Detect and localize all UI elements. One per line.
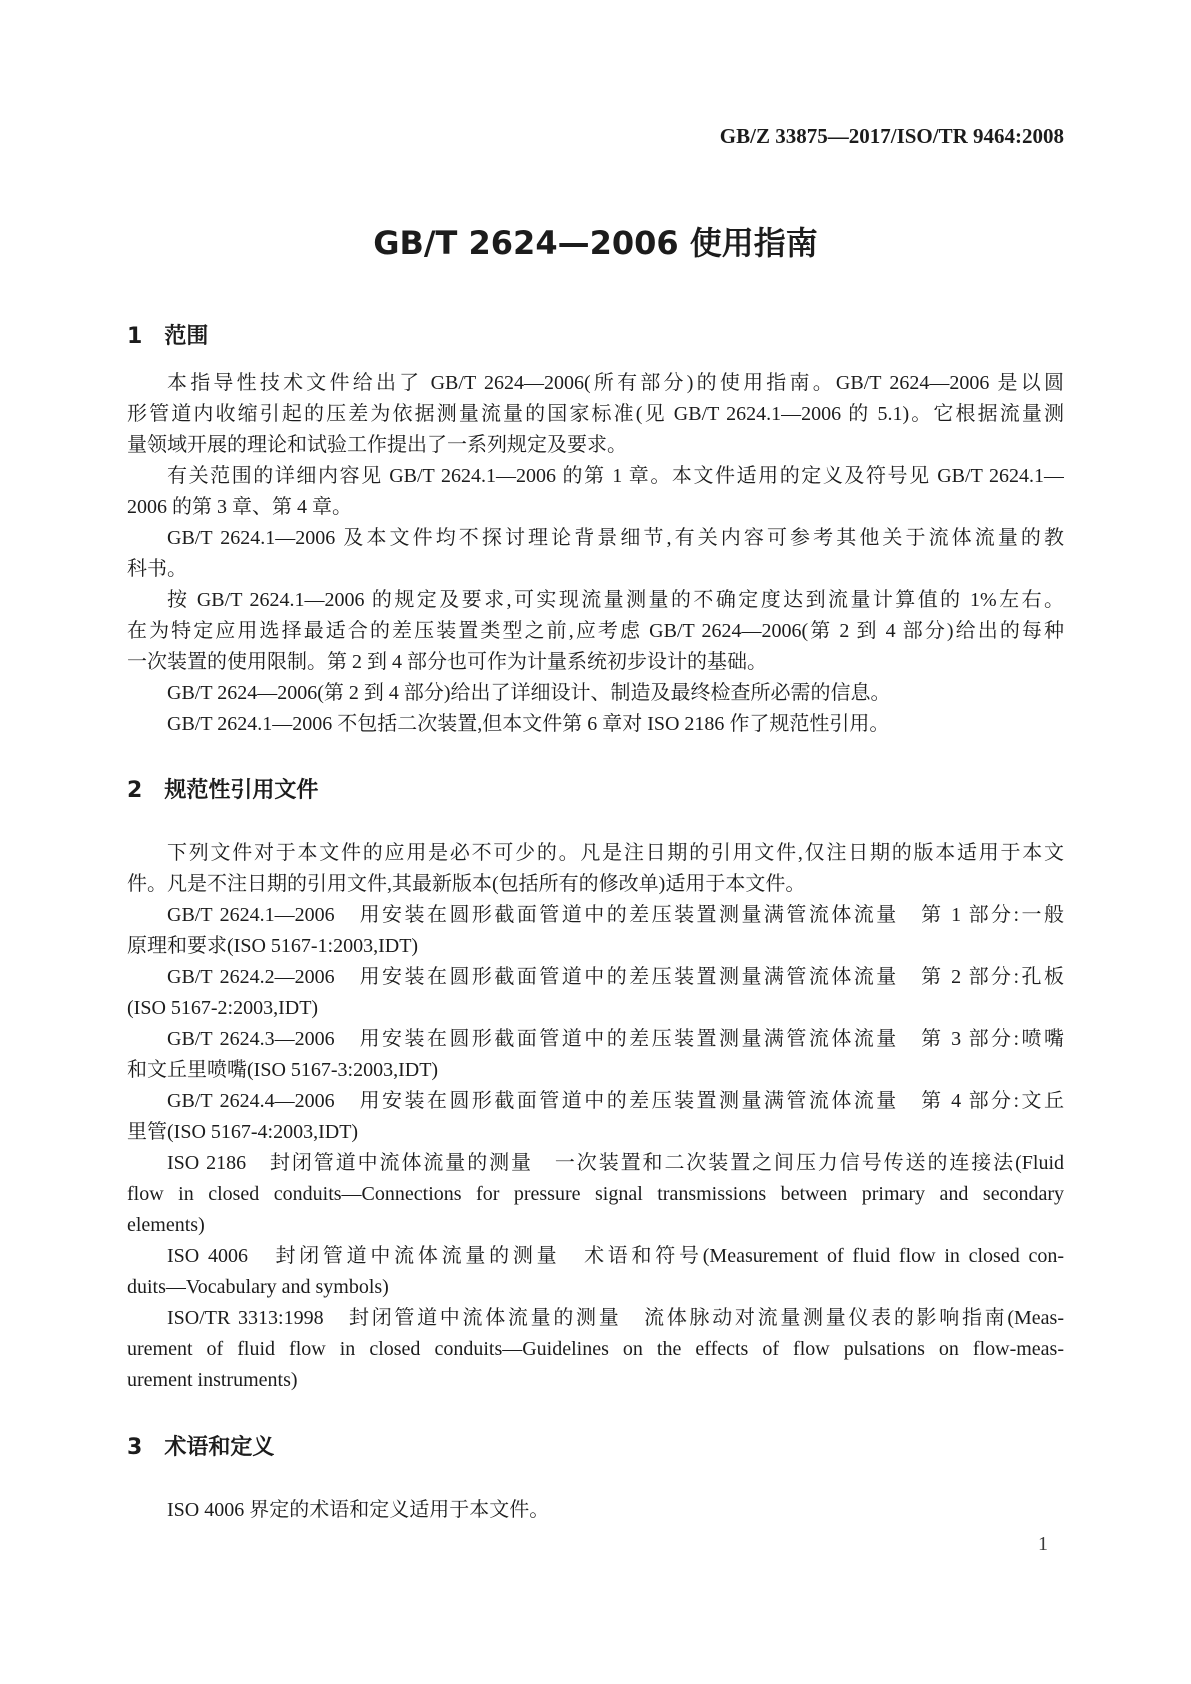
reference-line: urement instruments) (127, 1369, 298, 1391)
text-line: 有关范围的详细内容见 GB/T 2624.1—2006 的第 1 章。本文件适用的定义及符号见 GB/T 2624.1— (167, 465, 1064, 487)
section-1-heading (127, 324, 1064, 350)
text-line: 下列文件对于本文件的应用是必不可少的。凡是注日期的引用文件,仅注日期的版本适用于本文 (167, 842, 1064, 864)
text-line: GB/T 2624.1—2006 及本文件均不探讨理论背景细节,有关内容可参考其他关于流体流量的教 (167, 527, 1064, 549)
text-line: 一次装置的使用限制。第 2 到 4 部分也可作为计量系统初步设计的基础。 (127, 651, 767, 673)
text-line: GB/T 2624—2006(第 2 到 4 部分)给出了详细设计、制造及最终检查所必需的信息。 (167, 682, 891, 704)
section-2-title: 规范性引用文件 (164, 778, 319, 803)
text-line: 在为特定应用选择最适合的差压装置类型之前,应考虑 GB/T 2624—2006(第 2 到 4 部分)给出的每种 (127, 620, 1064, 642)
section-3-number: 3 (127, 1435, 143, 1460)
section-3-title: 术语和定义 (164, 1435, 275, 1460)
section-3-heading (127, 1435, 1064, 1461)
reference-line: GB/T 2624.2—2006 用安装在圆形截面管道中的差压装置测量满管流体流量 第 2 部分:孔板 (167, 966, 1064, 988)
text-line: 科书。 (127, 558, 187, 580)
text-line: 按 GB/T 2624.1—2006 的规定及要求,可实现流量测量的不确定度达到流量计算值的 1%左右。 (167, 589, 1064, 611)
reference-line: GB/T 2624.1—2006 用安装在圆形截面管道中的差压装置测量满管流体流量 第 1 部分:一般 (167, 904, 1064, 926)
section-2-body (127, 838, 1064, 1396)
reference-line: GB/T 2624.4—2006 用安装在圆形截面管道中的差压装置测量满管流体流量 第 4 部分:文丘 (167, 1090, 1064, 1112)
text-line: GB/T 2624.1—2006 不包括二次装置,但本文件第 6 章对 ISO 2186 作了规范性引用。 (167, 713, 890, 735)
reference-line: ISO 2186 封闭管道中流体流量的测量 一次装置和二次装置之间压力信号传送的连接法(Fluid (167, 1152, 1064, 1174)
reference-line: ISO/TR 3313:1998 封闭管道中流体流量的测量 流体脉动对流量测量仪表的影响指南(Meas- (167, 1307, 1064, 1329)
text-line: 2006 的第 3 章、第 4 章。 (127, 496, 352, 518)
section-1-title: 范围 (164, 324, 209, 349)
reference-line: ISO 4006 封闭管道中流体流量的测量 术语和符号(Measurement of fluid flow in closed con- (167, 1245, 1064, 1267)
section-1-number: 1 (127, 324, 143, 349)
reference-line: (ISO 5167-2:2003,IDT) (127, 997, 319, 1019)
text-line: ISO 4006 界定的术语和定义适用于本文件。 (167, 1499, 550, 1521)
reference-line: 原理和要求(ISO 5167-1:2003,IDT) (127, 935, 419, 957)
reference-line: flow in closed conduits—Connections for pressure signal transmissions between primary and secondary (127, 1183, 1064, 1205)
standard-code-header: GB/Z 33875—2017/ISO/TR 9464:2008 (719, 124, 1064, 148)
section-1-body (127, 368, 1064, 740)
section-3-body (127, 1495, 1064, 1526)
reference-line: 和文丘里喷嘴(ISO 5167-3:2003,IDT) (127, 1059, 439, 1081)
reference-line: duits—Vocabulary and symbols) (127, 1276, 389, 1298)
text-line: 本指导性技术文件给出了 GB/T 2624—2006(所有部分)的使用指南。GB/T 2624—2006 是以圆 (167, 372, 1064, 394)
section-2-number: 2 (127, 778, 143, 803)
page-number: 1 (1038, 1533, 1048, 1555)
reference-line: 里管(ISO 5167-4:2003,IDT) (127, 1121, 359, 1143)
reference-line: urement of fluid flow in closed conduits—Guidelines on the effects of flow pulsations on flow-meas- (127, 1338, 1064, 1360)
section-2-heading (127, 778, 1064, 804)
reference-line: elements) (127, 1214, 205, 1236)
document-title: GB/T 2624—2006 使用指南 (373, 224, 818, 262)
text-line: 形管道内收缩引起的压差为依据测量流量的国家标准(见 GB/T 2624.1—2006 的 5.1)。它根据流量测 (127, 403, 1064, 425)
reference-line: GB/T 2624.3—2006 用安装在圆形截面管道中的差压装置测量满管流体流量 第 3 部分:喷嘴 (167, 1028, 1064, 1050)
text-line: 量领域开展的理论和试验工作提出了一系列规定及要求。 (127, 434, 627, 456)
text-line: 件。凡是不注日期的引用文件,其最新版本(包括所有的修改单)适用于本文件。 (127, 873, 806, 895)
